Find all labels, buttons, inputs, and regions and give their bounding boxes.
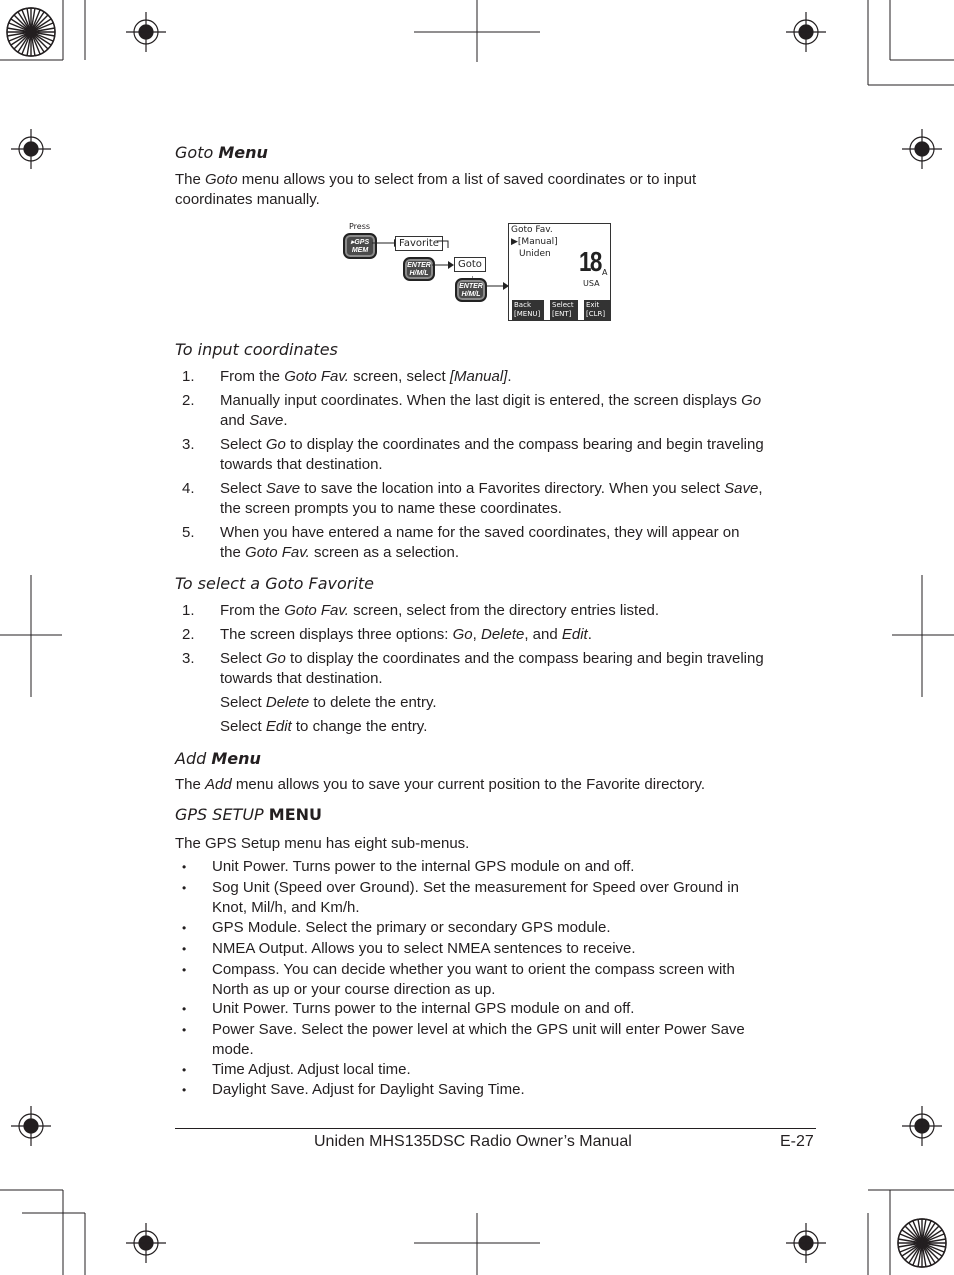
add-menu-text: The Add menu allows you to save your current position to the Favorite directory. — [175, 776, 705, 793]
bullet-text: NMEA Output. Allows you to select NMEA sentences to receive. — [212, 940, 636, 957]
bullet: • — [182, 860, 187, 874]
goto-menu-heading — [175, 143, 268, 162]
arrow-icon — [483, 280, 509, 292]
step-number: 4. — [182, 480, 195, 497]
bullet-text: Sog Unit (Speed over Ground). Set the measurement for Speed over Ground in Knot, Mil/h, and Km/h. — [212, 879, 739, 916]
gps-setup-intro: The GPS Setup menu has eight sub-menus. — [175, 835, 470, 852]
step-text: Select Go to display the coordinates and the compass bearing and begin traveling towards that destination. — [220, 436, 764, 473]
bullet-text: Unit Power. Turns power to the internal GPS module on and off. — [212, 858, 635, 875]
screen-item: Uniden — [519, 249, 551, 259]
gps-button-sublabel: MEM — [351, 247, 369, 254]
page-number: E-27 — [780, 1133, 814, 1150]
press-label: Press — [349, 222, 371, 231]
channel-suffix: A — [602, 268, 608, 277]
heading-italic: Goto — [175, 143, 214, 162]
enter-button-2: ENTER H/M/L — [455, 278, 487, 302]
softkey-back: Back [MENU] — [512, 300, 544, 320]
goto-label: Goto — [454, 257, 486, 272]
bullet-text: Daylight Save. Adjust for Daylight Saving Time. — [212, 1081, 525, 1098]
step-number: 3. — [182, 650, 195, 667]
step-number: 2. — [182, 392, 195, 409]
step-text: When you have entered a name for the saved coordinates, they will appear on the Goto Fav. screen as a selection. — [220, 524, 740, 561]
gps-setup-heading: GPS SETUP MENU — [175, 805, 323, 824]
footer-title: Uniden MHS135DSC Radio Owner’s Manual — [314, 1133, 632, 1150]
bullet: • — [182, 942, 187, 956]
screen-title: Goto Fav. — [511, 225, 553, 235]
heading-bold: Menu — [218, 143, 268, 162]
region-label: USA — [583, 279, 600, 288]
bullet: • — [182, 1002, 187, 1016]
softkey-exit: Exit [CLR] — [584, 300, 610, 320]
bullet: • — [182, 921, 187, 935]
lcd-screen — [508, 223, 611, 321]
bullet-text: GPS Module. Select the primary or secondary GPS module. — [212, 919, 611, 936]
step-text: The screen displays three options: Go, Delete, and Edit. — [220, 626, 592, 643]
step-number: 1. — [182, 602, 195, 619]
bullet: • — [182, 1023, 187, 1037]
bullet-text: Compass. You can decide whether you want to orient the compass screen with North as up or your course direction as up. — [212, 961, 735, 998]
bullet-text: Power Save. Select the power level at which the GPS unit will enter Power Save mode. — [212, 1021, 745, 1058]
step-number: 5. — [182, 524, 195, 541]
gps-button-label: ▸GPS — [350, 239, 370, 246]
bullet: • — [182, 1083, 187, 1097]
step-text: Manually input coordinates. When the last digit is entered, the screen displays Go and Save. — [220, 392, 762, 429]
goto-menu-intro: The Goto menu allows you to select from a list of saved coordinates or to input coordinates manually. — [175, 171, 697, 208]
bullet-text: Unit Power. Turns power to the internal GPS module on and off. — [212, 1000, 635, 1017]
bullet: • — [182, 1063, 187, 1077]
favorite-label: Favorite — [395, 236, 443, 251]
footer-rule — [175, 1128, 816, 1129]
channel-number: 18 — [579, 246, 601, 277]
input-coords-heading: To input coordinates — [175, 340, 338, 359]
screen-item-selected: ▶[Manual] — [511, 237, 558, 247]
step-number: 1. — [182, 368, 195, 385]
step-number: 2. — [182, 626, 195, 643]
bullet-text: Time Adjust. Adjust local time. — [212, 1061, 411, 1078]
step-number: 3. — [182, 436, 195, 453]
softkey-select: Select [ENT] — [550, 300, 578, 320]
pointer-icon: ▶ — [511, 237, 518, 247]
step-text: Select Go to display the coordinates and the compass bearing and begin traveling towards that destination. — [220, 650, 764, 687]
add-menu-heading: Add Menu — [175, 749, 261, 768]
bullet: • — [182, 881, 187, 895]
bullet: • — [182, 963, 187, 977]
select-fav-heading: To select a Goto Favorite — [175, 574, 374, 593]
enter-button-1: ENTER H/M/L — [403, 257, 435, 281]
play-icon: ▸ — [350, 239, 355, 246]
sub-step-text: Select Delete to delete the entry. — [220, 694, 437, 711]
arrow-icon — [430, 260, 454, 270]
sub-step-text: Select Edit to change the entry. — [220, 718, 428, 735]
step-text: From the Goto Fav. screen, select [Manual]. — [220, 368, 512, 385]
step-text: Select Save to save the location into a Favorites directory. When you select Save, the screen prompts you to name these coordinates. — [220, 480, 763, 517]
step-text: From the Goto Fav. screen, select from the directory entries listed. — [220, 602, 660, 619]
